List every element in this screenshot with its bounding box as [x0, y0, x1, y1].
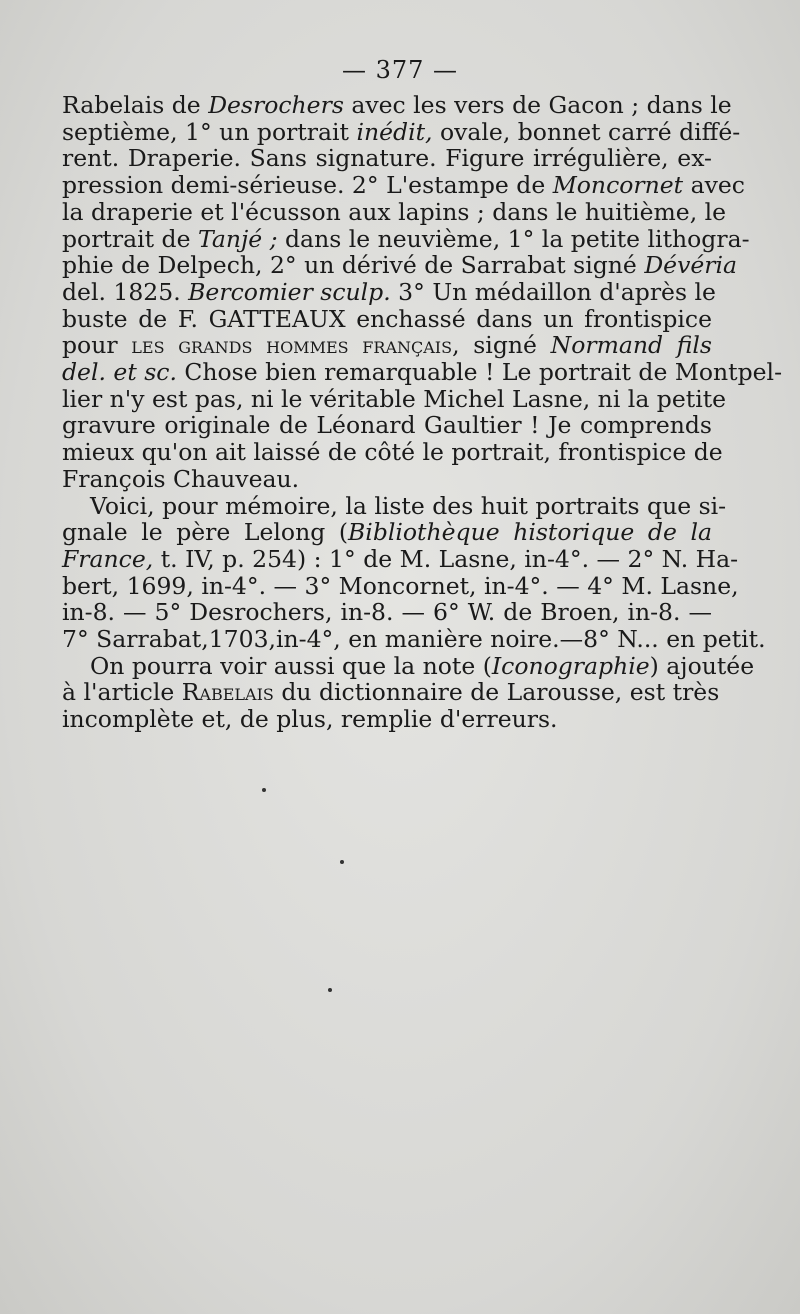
text-line [62, 91, 732, 119]
small-caps-text: Rabelais [181, 678, 274, 707]
text-run: phie de Delpech, 2° un dérivé de Sarrabat signé [62, 251, 645, 280]
text-run: del. 1825. [62, 277, 189, 306]
text-line [62, 412, 712, 439]
text-line [62, 466, 712, 493]
text-run: in-8. — 5° Desrochers, in-8. — 6° W. de Broen, in-8. — [62, 598, 712, 627]
text-run: gravure originale de Léonard Gaultier ! Je comprends [62, 411, 712, 440]
text-line [62, 197, 727, 226]
italic-text: inédit, [356, 117, 433, 146]
text-line [62, 599, 712, 626]
italic-text: Dévéria [644, 251, 738, 280]
text-run: On pourra voir aussi que la note ( [90, 651, 492, 680]
text-run: incomplète et, de plus, remplie d'erreurs. [62, 705, 558, 734]
text-line [62, 145, 712, 172]
text-line [62, 625, 766, 654]
text-line [62, 678, 720, 707]
text-run: bert, 1699, in-4°. — 3° Moncornet, in-4°. — 4° M. Lasne, [62, 571, 739, 600]
text-line [62, 358, 783, 387]
text-run: buste de F. GATTEAUX enchassé dans un frontispice [62, 304, 712, 333]
text-run: avec [683, 171, 745, 200]
text-run: septième, 1° un portrait [62, 117, 357, 146]
italic-text: Normand fils [550, 331, 712, 360]
text-run: 3° Un médaillon d'après le [390, 277, 716, 306]
text-line [62, 306, 712, 333]
text-run: signé [459, 331, 551, 360]
text-line [62, 438, 723, 467]
text-run: Voici, pour mémoire, la liste des huit portraits que si- [90, 491, 727, 520]
text-run: pour [62, 331, 132, 360]
text-run: ovale, bonnet carré diffé- [432, 117, 741, 146]
italic-text: France, [62, 544, 154, 573]
text-run: lier n'y est pas, ni le véritable Michel Lasne, ni la petite [62, 384, 727, 413]
text-line [62, 224, 750, 253]
text-run: rent. Draperie. Sans signature. Figure irrégulière, ex- [62, 144, 712, 173]
text-line [62, 519, 712, 546]
text-run: du dictionnaire de Larousse, est très [273, 678, 720, 707]
text-line [62, 651, 755, 680]
italic-text: del. et sc. [62, 358, 177, 387]
text-run: Rabelais de [62, 91, 209, 119]
text-line [62, 384, 727, 413]
italic-text: Moncornet [552, 171, 684, 200]
text-run: la draperie et l'écusson aux lapins ; dans le huitième, le [62, 197, 727, 226]
text-run: portrait de [62, 224, 198, 253]
text-run: ) ajoutée [649, 651, 755, 680]
italic-text: Iconographie [491, 651, 650, 680]
text-run: dans le neuvième, 1° la petite lithogra- [277, 224, 750, 253]
italic-text: Bibliothèque historique de la [348, 518, 713, 547]
text-run: Chose bien remarquable ! Le portrait de Montpel- [176, 358, 783, 387]
text-run: t. IV, p. 254) : 1° de M. Lasne, in-4°. — 2° N. Ha- [153, 544, 739, 573]
text-line [62, 706, 712, 733]
text-run: pression demi-sérieuse. 2° L'estampe de [62, 171, 553, 200]
text-line [62, 544, 739, 573]
text-run: 7° Sarrabat,1703,in-4°, en manière noire.—8° N... en petit. [62, 625, 766, 654]
small-caps-text: les grands hommes français, [131, 331, 460, 360]
text-line [62, 277, 716, 306]
ink-speck [328, 988, 332, 992]
italic-text: Tanjé ; [197, 224, 278, 253]
page-number: — 377 — [341, 56, 459, 84]
italic-text: Desrochers [208, 91, 344, 119]
ink-speck [340, 860, 344, 864]
text-line [62, 571, 739, 600]
text-line [62, 171, 745, 200]
body-text [62, 91, 783, 734]
text-line [62, 117, 741, 146]
text-run: gnale le père Lelong ( [62, 518, 349, 547]
text-run: François Chauveau. [62, 464, 300, 493]
text-line [62, 251, 738, 280]
text-run: à l'article [62, 678, 182, 707]
text-line [62, 332, 712, 359]
text-line [62, 491, 727, 520]
text-run: mieux qu'on ait laissé de côté le portrait, frontispice de [62, 438, 723, 467]
italic-text: Bercomier sculp. [188, 277, 391, 306]
text-run: avec les vers de Gacon ; dans le [343, 91, 732, 119]
ink-speck [262, 788, 266, 792]
